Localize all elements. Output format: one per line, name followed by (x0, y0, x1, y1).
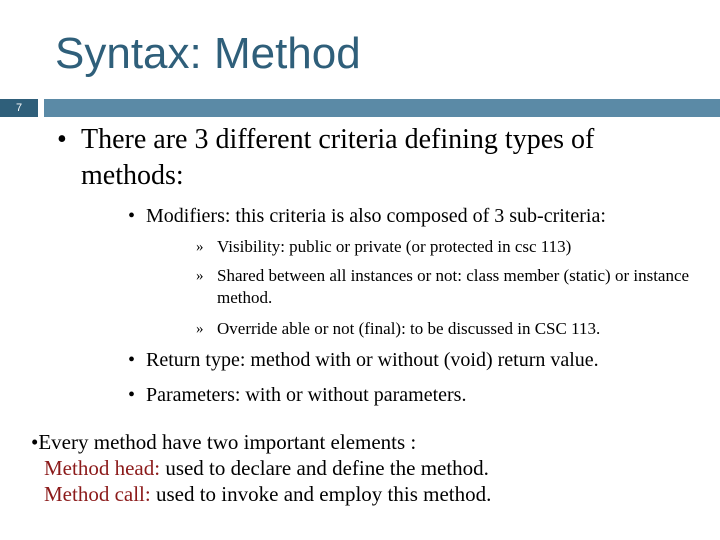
criteria-text: Parameters: with or without parameters. (146, 384, 467, 406)
slide-title: Syntax: Method (55, 29, 361, 78)
sub-criteria-text: Override able or not (final): to be discussed in CSC 113. (217, 319, 601, 338)
sub-bullet-marker: » (196, 268, 204, 284)
bullet-marker: • (128, 205, 136, 227)
bullet-marker: • (31, 430, 39, 454)
main-bullet (57, 122, 697, 194)
method-call-term: Method call: (44, 482, 151, 506)
bullet-marker: • (57, 124, 67, 155)
method-head-line (31, 455, 701, 481)
criteria-item-modifiers (128, 203, 708, 229)
slide-number: 7 (16, 102, 23, 114)
intro-text: Every method have two important elements : (38, 430, 417, 454)
method-call-desc: used to invoke and employ this method. (150, 482, 492, 506)
criteria-item-return-type (128, 347, 708, 373)
sub-criteria-text: Shared between all instances or not: class member (static) or instance method. (217, 266, 690, 307)
criteria-item-parameters (128, 382, 708, 408)
method-elements-block (31, 429, 701, 507)
criteria-text: Return type: method with or without (void) return value. (146, 349, 599, 371)
bullet-marker: • (128, 384, 136, 406)
sub-criteria-shared (196, 265, 708, 309)
sub-bullet-marker: » (196, 239, 204, 255)
sub-criteria-visibility (196, 236, 708, 258)
method-head-desc: used to declare and define the method. (160, 456, 489, 480)
sub-criteria-override (196, 318, 708, 340)
sub-bullet-marker: » (196, 321, 204, 337)
main-bullet-text: There are 3 different criteria defining types of methods: (81, 124, 595, 191)
method-head-term: Method head: (44, 456, 161, 480)
criteria-text: Modifiers: this criteria is also composed of 3 sub-criteria: (146, 205, 606, 227)
title-divider-bar (44, 99, 720, 117)
method-elements-intro (31, 429, 701, 455)
method-call-line (31, 481, 701, 507)
bullet-marker: • (128, 349, 136, 371)
sub-criteria-text: Visibility: public or private (or protected in csc 113) (217, 237, 572, 256)
